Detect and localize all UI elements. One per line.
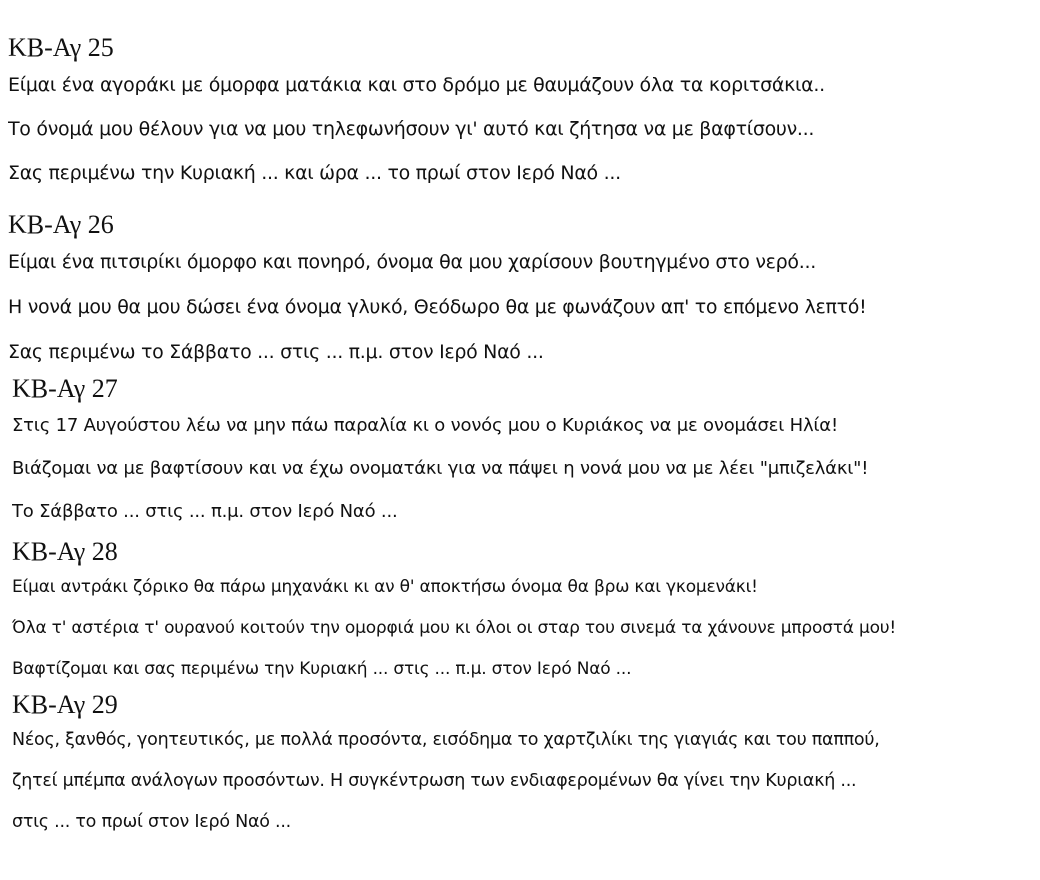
entry-text-line: Το όνομά μου θέλουν για να μου τηλεφωνήσουν γι' αυτό και ζήτησα να με βαφτίσουν... [8, 118, 815, 140]
entry-code: ΚΒ-Αγ 27 [12, 374, 118, 403]
entry-code: ΚΒ-Αγ 26 [8, 210, 114, 239]
entry-text-line: Σας περιμένω το Σάββατο ... στις ... π.μ. στον Ιερό Ναό ... [8, 341, 544, 363]
entry-text-line: ζητεί μπέμπα ανάλογων προσόντων. Η συγκέντρωση των ενδιαφερομένων θα γίνει την Κυριακή ... [12, 771, 857, 791]
entry-text-line: Βαφτίζομαι και σας περιμένω την Κυριακή ... στις ... π.μ. στον Ιερό Ναό ... [12, 659, 632, 679]
entry-text-line: Είμαι ένα πιτσιρίκι όμορφο και πονηρό, όνομα θα μου χαρίσουν βουτηγμένο στο νερό... [8, 251, 816, 273]
entry-text-line: Είμαι αντράκι ζόρικο θα πάρω μηχανάκι κι αν θ' αποκτήσω όνομα θα βρω και γκομενάκι! [12, 577, 758, 597]
entry-text-line: Όλα τ' αστέρια τ' ουρανού κοιτούν την ομορφιά μου κι όλοι οι σταρ του σινεμά τα χάνουνε μπροστά μου! [12, 618, 897, 638]
entry-text-line: Στις 17 Αυγούστου λέω να μην πάω παραλία κι ο νονός μου ο Κυριάκος να με ονομάσει Ηλία! [12, 415, 838, 436]
entry-kb-ag-27 [12, 374, 1040, 533]
entry-text-line: Σας περιμένω την Κυριακή ... και ώρα ... το πρωί στον Ιερό Ναό ... [8, 162, 621, 184]
entry-text-line: Το Σάββατο ... στις ... π.μ. στον Ιερό Ναό ... [12, 501, 398, 522]
entry-kb-ag-29 [12, 690, 1040, 843]
entry-text-line: Νέος, ξανθός, γοητευτικός, με πολλά προσόντα, εισόδημα το χαρτζιλίκι της γιαγιάς και του παππού, [12, 730, 880, 750]
entry-text-line: στις ... το πρωί στον Ιερό Ναό ... [12, 812, 291, 832]
entry-code: ΚΒ-Αγ 25 [8, 33, 114, 62]
entry-kb-ag-25 [8, 33, 1036, 195]
entry-text-line: Η νονά μου θα μου δώσει ένα όνομα γλυκό, Θεόδωρο θα με φωνάζουν απ' το επόμενο λεπτό! [8, 296, 867, 318]
entry-text-line: Είμαι ένα αγοράκι με όμορφα ματάκια και στο δρόμο με θαυμάζουν όλα τα κοριτσάκια.. [8, 74, 825, 96]
entry-code: ΚΒ-Αγ 28 [12, 537, 118, 566]
entry-text-line: Βιάζομαι να με βαφτίσουν και να έχω ονοματάκι για να πάψει η νονά μου να με λέει "μπιζελάκι"! [12, 458, 869, 479]
entry-code: ΚΒ-Αγ 29 [12, 690, 118, 719]
entry-kb-ag-26 [8, 210, 1036, 375]
entry-kb-ag-28 [12, 537, 1040, 690]
